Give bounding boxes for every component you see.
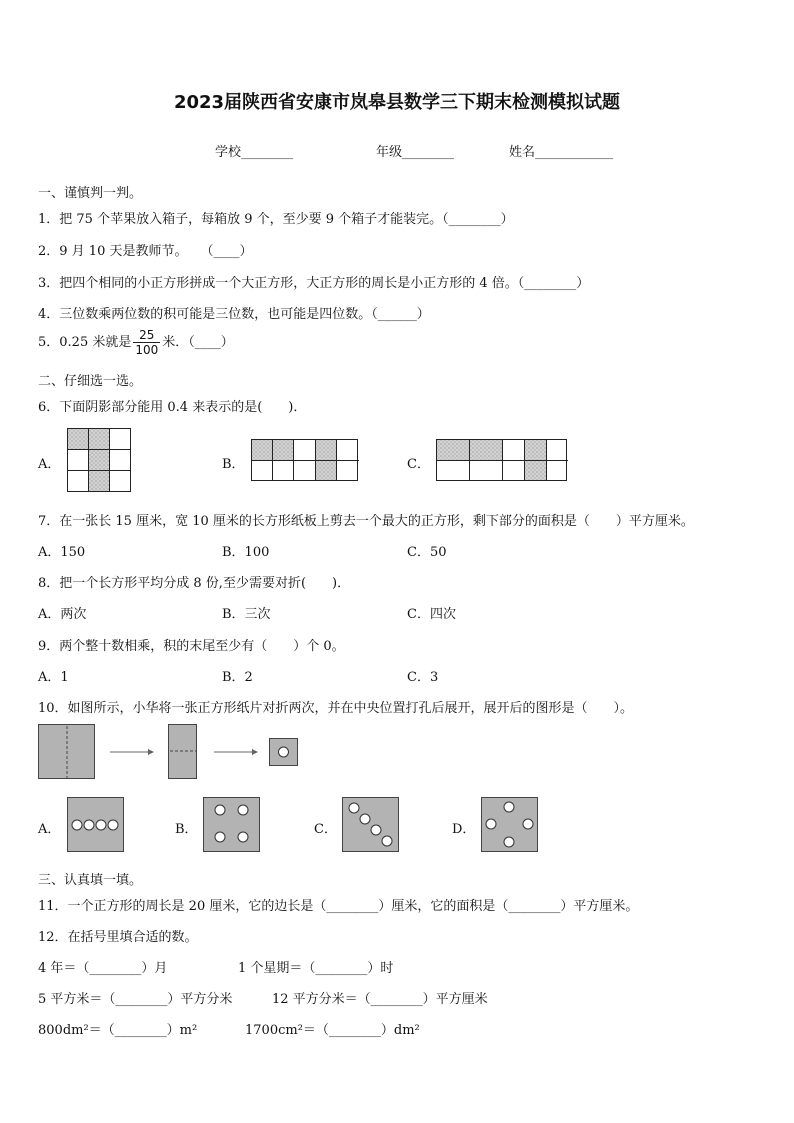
section-1-heading: 一、谨慎判一判。 xyxy=(38,186,143,201)
q10-figure-d xyxy=(481,797,539,853)
q7-option-c: C．50 xyxy=(407,545,447,560)
name-field: 姓名____________ xyxy=(509,145,614,160)
fraction xyxy=(133,328,160,357)
q10-figure-b xyxy=(203,797,261,853)
question-5 xyxy=(38,328,234,357)
fraction-numerator: 25 xyxy=(133,328,160,343)
q6-figure-c xyxy=(436,439,568,481)
q6-figure-a xyxy=(67,428,131,492)
question-5-suffix: 米．（____） xyxy=(162,335,234,350)
q10-folding-diagram xyxy=(38,724,308,780)
section-3-heading: 三、认真填一填。 xyxy=(38,873,143,888)
q8-option-b: B．三次 xyxy=(222,607,271,622)
q12-item-a: 4 年＝（________）月 xyxy=(38,961,168,976)
question-2: 2．9 月 10 天是教师节。 （____） xyxy=(38,244,253,259)
grade-field: 年级________ xyxy=(376,145,455,160)
question-10: 10．如图所示，小华将一张正方形纸片对折两次，并在中央位置打孔后展开，展开后的图形是（ ）。 xyxy=(38,701,634,716)
q12-item-c: 5 平方米＝（________）平方分米 xyxy=(38,992,233,1007)
question-8: 8．把一个长方形平均分成 8 份,至少需要对折( )． xyxy=(38,576,351,591)
q6-option-c: C． xyxy=(407,457,430,472)
q9-option-b: B．2 xyxy=(222,670,253,685)
question-6: 6．下面阴影部分能用 0.4 来表示的是( )． xyxy=(38,400,307,415)
q12-item-f: 1700cm²＝（________）dm² xyxy=(245,1023,420,1038)
question-3: 3．把四个相同的小正方形拼成一个大正方形，大正方形的周长是小正方形的 4 倍。（________） xyxy=(38,276,590,291)
question-1: 1．把 75 个苹果放入箱子，每箱放 9 个，至少要 9 个箱子才能装完。（________） xyxy=(38,212,514,227)
q8-option-c: C．四次 xyxy=(407,607,456,622)
q12-item-b: 1 个星期＝（________）时 xyxy=(238,961,394,976)
q10-option-b: B． xyxy=(175,822,198,837)
q6-option-a: A． xyxy=(38,457,61,472)
q7-option-a: A．150 xyxy=(38,545,86,560)
question-4: 4．三位数乘两位数的积可能是三位数，也可能是四位数。（______） xyxy=(38,307,430,322)
question-5-prefix: 5．0.25 米就是 xyxy=(38,335,132,350)
hole-icon xyxy=(279,747,289,757)
q10-option-a: A． xyxy=(38,822,61,837)
page-title: 2023届陕西省安康市岚皋县数学三下期末检测模拟试题 xyxy=(173,92,621,113)
q6-option-b: B． xyxy=(222,457,245,472)
q9-option-c: C．3 xyxy=(407,670,439,685)
q10-figure-a xyxy=(67,797,125,853)
q12-item-e: 800dm²＝（________）m² xyxy=(38,1023,198,1038)
question-7: 7．在一张长 15 厘米，宽 10 厘米的长方形纸板上剪去一个最大的正方形，剩下部分的面积是（ ）平方厘米。 xyxy=(38,514,694,529)
q7-option-b: B．100 xyxy=(222,545,270,560)
q10-figure-c xyxy=(342,797,400,853)
q10-option-c: C． xyxy=(314,822,337,837)
q12-item-d: 12 平方分米＝（________）平方厘米 xyxy=(272,992,488,1007)
q8-option-a: A．两次 xyxy=(38,607,87,622)
fraction-denominator: 100 xyxy=(135,343,159,357)
question-11: 11．一个正方形的周长是 20 厘米，它的边长是（________）厘米，它的面积是（________）平方厘米。 xyxy=(38,899,639,914)
q10-option-d: D． xyxy=(452,822,476,837)
section-2-heading: 二、仔细选一选。 xyxy=(38,374,143,389)
question-12: 12．在括号里填合适的数。 xyxy=(38,930,198,945)
q9-option-a: A．1 xyxy=(38,670,69,685)
school-field: 学校________ xyxy=(215,145,294,160)
q6-figure-b xyxy=(251,439,359,481)
question-9: 9．两个整十数相乘，积的末尾至少有（ ）个 0。 xyxy=(38,639,345,654)
